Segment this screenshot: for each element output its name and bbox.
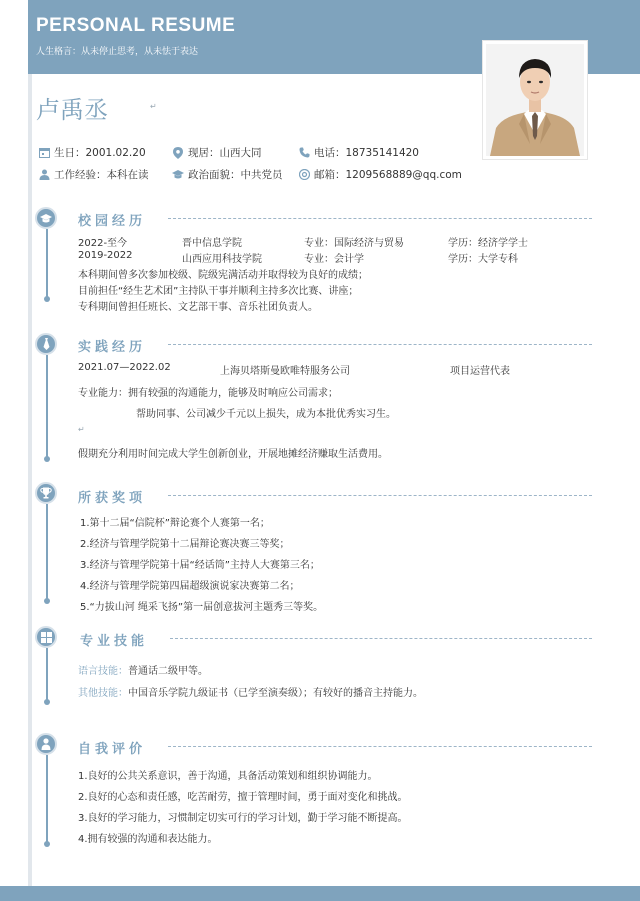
person-icon [41, 735, 51, 754]
skills-timeline [46, 648, 48, 700]
other-skill [78, 684, 423, 699]
campus-row2-degree: 学历：大学专科 [448, 254, 518, 265]
other-skill-label: 其他技能： [78, 688, 128, 699]
phone-icon [298, 147, 310, 159]
award-item-3: 3.经济与管理学院第十届“经话筒”主持人大赛第三名； [80, 560, 320, 571]
person-portrait-icon [486, 44, 584, 156]
info-experience [38, 167, 149, 182]
political-text: 政治面貌：中共党员 [188, 169, 283, 181]
tie-icon [42, 335, 51, 354]
graduation-cap-icon [40, 209, 52, 228]
practice-extra: 假期充分利用时间完成大学生创新创业，开展地摊经济赚取生活费用。 [78, 449, 388, 460]
awards-section-title: 所获奖项 [78, 491, 147, 506]
award-item-2: 2.经济与管理学院第十二届辩论赛决赛三等奖； [80, 539, 290, 550]
email-text: 邮箱：1209568889@qq.com [314, 169, 462, 181]
profile-photo [486, 44, 584, 156]
award-item-4: 4.经济与管理学院第四届超级演说家决赛第二名； [80, 581, 300, 592]
practice-timeline [46, 355, 48, 457]
practice-role: 项目运营代表 [450, 366, 510, 377]
awards-section-badge [35, 482, 57, 504]
windows-grid-icon [41, 628, 52, 647]
paragraph-mark: ↵ [150, 102, 157, 111]
language-skill-value: 普通话二级甲等。 [128, 666, 208, 677]
practice-timeline-dot [44, 456, 50, 462]
graduation-cap-icon [172, 169, 184, 181]
practice-skill-line-1: 专业能力：拥有较强的沟通能力，能够及时响应公司需求； [78, 388, 338, 399]
skills-section-badge [35, 626, 57, 648]
campus-row1-school: 晋中信息学院 [182, 238, 242, 249]
campus-row1-major: 专业：国际经济与贸易 [304, 238, 404, 249]
campus-timeline-dot [44, 296, 50, 302]
birth-text: 生日：2001.02.20 [54, 147, 146, 159]
skills-divider [170, 638, 592, 639]
campus-row2-major: 专业：会计学 [304, 254, 364, 265]
practice-section-badge [35, 333, 57, 355]
skills-section-title: 专业技能 [80, 634, 149, 649]
motto: 人生格言：从未停止思考，从未怯于表达 [36, 47, 199, 57]
campus-line-2: 目前担任“经生艺术团”主持队干事并顺利主持多次比赛、讲座； [78, 286, 359, 297]
calendar-icon [38, 147, 50, 159]
self-item-3: 3.良好的学习能力，习惯制定切实可行的学习计划，勤于学习能不断提高。 [78, 813, 408, 824]
info-email [298, 167, 462, 182]
practice-skill-line-2: 帮助同事、公司减少千元以上损失，成为本批优秀实习生。 [136, 409, 396, 420]
bottom-band [0, 886, 640, 901]
campus-row1-degree: 学历：经济学学士 [448, 238, 528, 249]
email-icon [298, 169, 310, 181]
paragraph-mark: ↵ [78, 425, 85, 434]
campus-section-badge [35, 207, 57, 229]
practice-period: 2021.07—2022.02 [78, 362, 171, 373]
campus-row2-period: 2019-2022 [78, 250, 133, 261]
campus-row1-period: 2022-至今 [78, 238, 128, 249]
practice-company: 上海贝塔斯曼欧唯特服务公司 [220, 366, 350, 377]
awards-timeline [46, 504, 48, 599]
info-political [172, 167, 283, 182]
left-stripe [28, 74, 32, 886]
self-item-4: 4.拥有较强的沟通和表达能力。 [78, 834, 218, 845]
phone-text: 电话：18735141420 [314, 147, 419, 159]
practice-divider [168, 344, 592, 345]
campus-divider [168, 218, 592, 219]
language-skill [78, 662, 208, 677]
awards-divider [168, 495, 592, 496]
practice-section-title: 实践经历 [78, 340, 147, 355]
awards-timeline-dot [44, 598, 50, 604]
info-phone [298, 145, 419, 160]
self-item-2: 2.良好的心态和责任感，吃苦耐劳，擅于管理时间，勇于面对变化和挑战。 [78, 792, 408, 803]
residence-text: 现居：山西大同 [188, 147, 262, 159]
other-skill-value: 中国音乐学院九级证书（已学至演奏级）；有较好的播音主持能力。 [128, 688, 423, 699]
self-timeline [46, 755, 48, 842]
candidate-name: 卢禹丞 [36, 96, 108, 124]
self-section-title: 自我评价 [78, 742, 147, 757]
info-birth [38, 145, 146, 160]
location-pin-icon [172, 147, 184, 159]
user-icon [38, 169, 50, 181]
language-skill-label: 语言技能： [78, 666, 128, 677]
experience-text: 工作经验：本科在读 [54, 169, 149, 181]
self-section-badge [35, 733, 57, 755]
campus-section-title: 校园经历 [78, 214, 147, 229]
self-timeline-dot [44, 841, 50, 847]
resume-title: PERSONAL RESUME [36, 15, 236, 36]
campus-row2-school: 山西应用科技学院 [182, 254, 262, 265]
self-item-1: 1.良好的公共关系意识，善于沟通，具备活动策划和组织协调能力。 [78, 771, 378, 782]
info-residence [172, 145, 262, 160]
campus-timeline [46, 229, 48, 297]
campus-line-1: 本科期间曾多次参加校级、院级宪满活动并取得较为良好的成绩； [78, 270, 368, 281]
skills-timeline-dot [44, 699, 50, 705]
campus-line-3: 专科期间曾担任班长、文艺部干事、音乐社团负责人。 [78, 302, 318, 313]
trophy-icon [40, 484, 52, 503]
award-item-5: 5.“力拔山河 绳采飞扬”第一届创意拔河主题秀三等奖。 [80, 602, 324, 613]
award-item-1: 1.第十二届“信院杯”辩论赛个人赛第一名； [80, 518, 270, 529]
self-divider [168, 746, 592, 747]
